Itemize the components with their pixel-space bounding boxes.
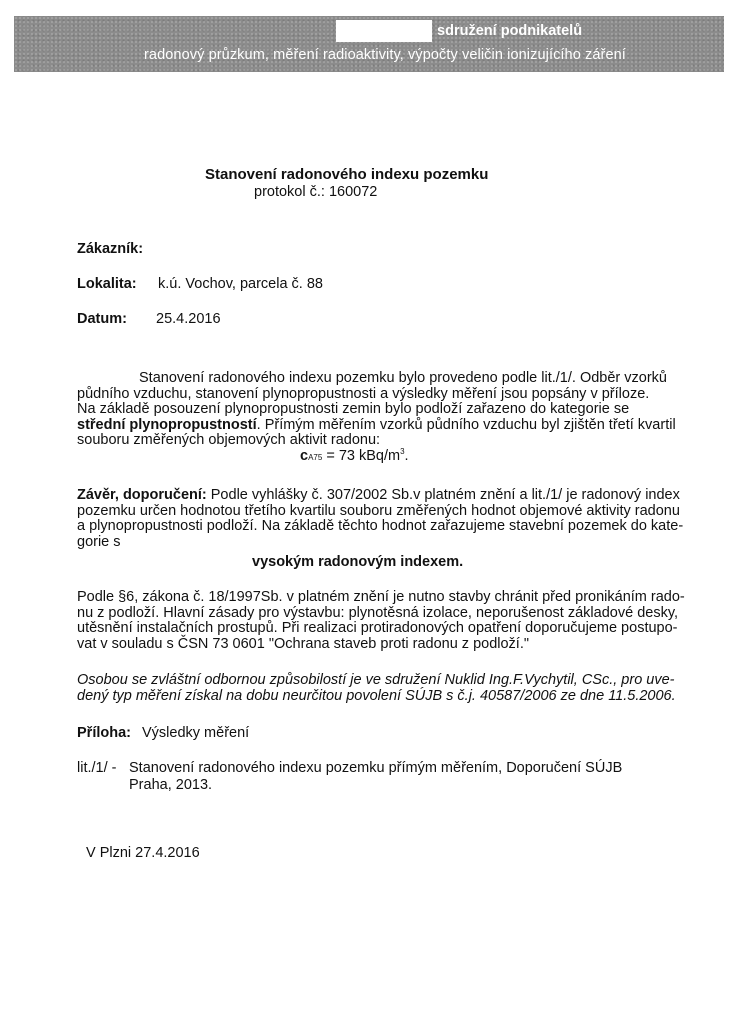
intro-line: střední plynopropustností. Přímým měřením vzorků půdního vzduchu byl zjištěn třetí kvartil xyxy=(77,416,676,433)
law-line: nu z podloží. Hlavní zásady pro výstavbu: plynotěsná izolace, neporušenost základové desky, xyxy=(77,604,679,621)
redacted-company-name xyxy=(336,20,432,42)
place-and-date: V Plzni 27.4.2016 xyxy=(86,845,200,861)
locality-label: Lokalita: xyxy=(77,276,137,292)
letterhead-services: radonový průzkum, měření radioaktivity, výpočty veličin ionizujícího záření xyxy=(144,47,626,63)
radon-quartile-formula: cA75 = 73 kBq/$m^3$. xyxy=(300,447,409,464)
law-line: utěsnění instalačních prostupů. Při realizaci protiradonových opatření doporučujeme postupo- xyxy=(77,620,678,637)
intro-paragraph xyxy=(77,371,707,466)
conclusion-line: pozemku určen hodnotou třetího kvartilu souboru změřených hodnot objemové aktivity radonu xyxy=(77,502,680,519)
document-title: Stanovení radonového indexu pozemku xyxy=(205,166,489,183)
conclusion-label: Závěr, doporučení: xyxy=(77,487,207,503)
intro-line: půdního vzduchu, stanovení plynopropustnosti a výsledky měření jsou popsány v příloze. xyxy=(77,385,650,402)
date-value: 25.4.2016 xyxy=(156,311,221,327)
conclusion-line: gorie s xyxy=(77,533,121,550)
conclusion-line: Závěr, doporučení: Podle vyhlášky č. 307/2002 Sb.v platném znění a lit./1/ je radonový index xyxy=(77,487,680,503)
note-line: Osobou se zvláštní odbornou způsobilostí je ve sdružení Nuklid Ing.F.Vychytil, CSc., pro uve- xyxy=(77,672,675,688)
note-line: dený typ měření získal na dobu neurčitou povolení SÚJB s č.j. 40587/2006 ze dne 11.5.2006. xyxy=(77,687,676,704)
law-line: vat v souladu s ČSN 73 0601 "Ochrana staveb proti radonu z podloží." xyxy=(77,635,529,652)
literature-line: Praha, 2013. xyxy=(129,777,213,793)
law-line: Podle §6, zákona č. 18/1997Sb. v platném znění je nutno stavby chránit před pronikáním rado- xyxy=(77,589,685,605)
law-paragraph xyxy=(77,590,707,652)
appendix-value: Výsledky měření xyxy=(142,725,250,741)
intro-line: souboru změřených objemových aktivit radonu: xyxy=(77,432,381,449)
protocol-number: protokol č.: 160072 xyxy=(254,184,378,200)
permeability-category: střední plynopropustností xyxy=(77,416,257,433)
appendix-label: Příloha: xyxy=(77,725,131,741)
date-label: Datum: xyxy=(77,311,127,327)
customer-label: Zákazník: xyxy=(77,241,144,257)
intro-line: Stanovení radonového indexu pozemku bylo provedeno podle lit./1/. Odběr vzorků xyxy=(139,370,667,386)
qualification-note xyxy=(77,673,707,704)
radon-index-result: vysokým radonovým indexem. xyxy=(252,554,464,570)
intro-line: Na základě posouzení plynopropustnosti zemin bylo podloží zařazeno do kategorie se xyxy=(77,401,630,418)
conclusion-line: a plynopropustnosti podloží. Na základě těchto hodnot zařazujeme stavební pozemek do kate- xyxy=(77,518,684,535)
literature-ref: lit./1/ - xyxy=(77,760,117,776)
locality-value: k.ú. Vochov, parcela č. 88 xyxy=(158,276,323,292)
literature-line: Stanovení radonového indexu pozemku přímým měřením, Doporučení SÚJB xyxy=(129,760,623,776)
conclusion-paragraph xyxy=(77,488,707,550)
letterhead-banner xyxy=(14,16,724,72)
letterhead-company-suffix: , sdružení podnikatelů xyxy=(429,23,583,39)
